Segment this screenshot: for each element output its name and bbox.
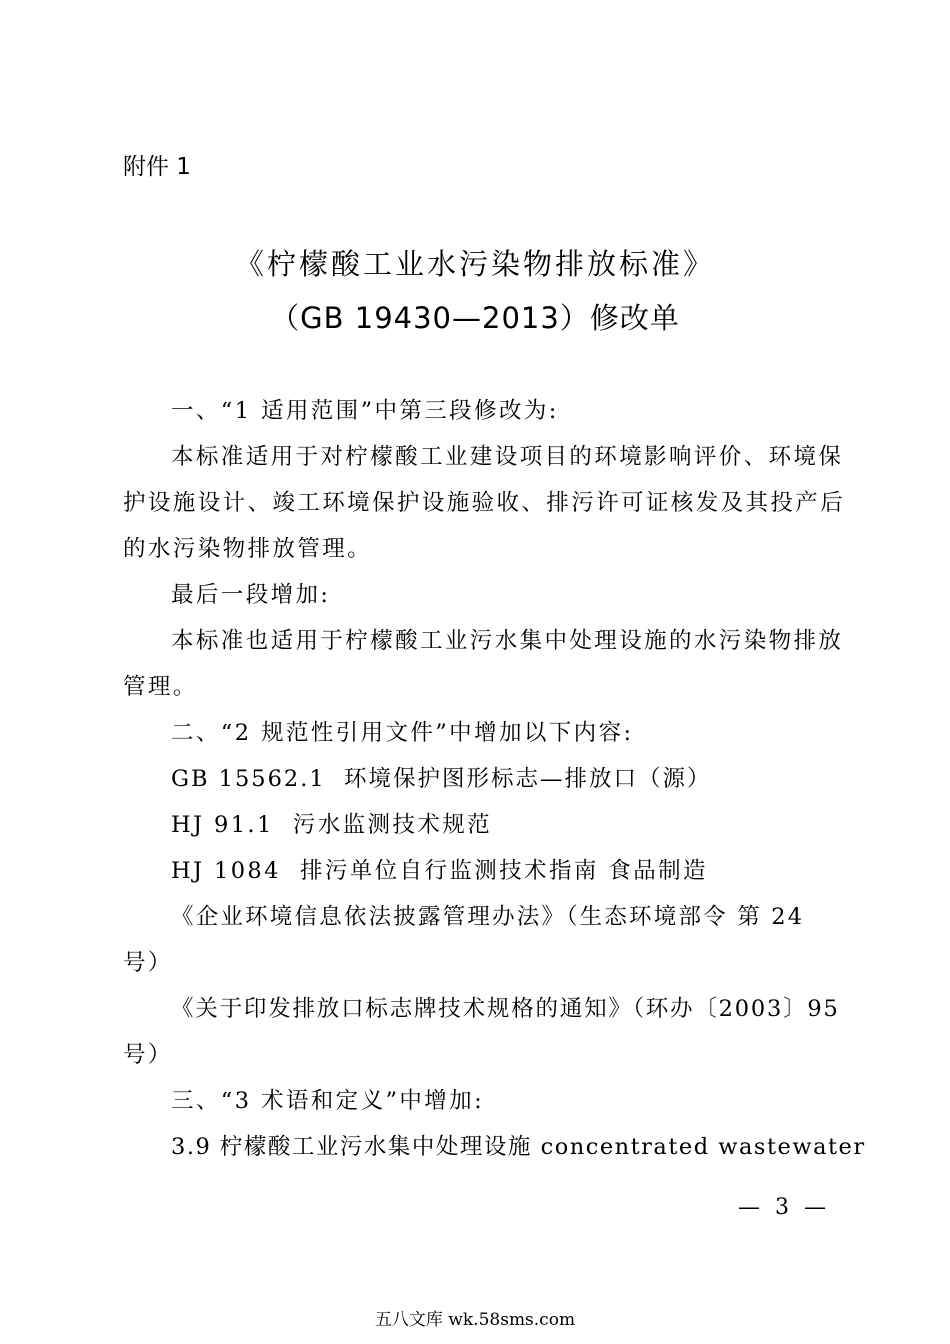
section-3-heading: 三、“3 术语和定义”中增加:	[171, 1088, 485, 1114]
reference-item: 《企业环境信息依法披露管理办法》（生态环境部令 第 24	[171, 904, 805, 930]
paragraph-line: 本标准也适用于柠檬酸工业污水集中处理设施的水污染物排放	[171, 628, 844, 654]
reference-item: 号）	[123, 950, 173, 976]
reference-item: HJ 91.1 污水监测技术规范	[171, 812, 492, 838]
section-1-heading: 一、“1 适用范围”中第三段修改为:	[171, 398, 559, 424]
paragraph-line: 护设施设计、竣工环境保护设施验收、排污许可证核发及其投产后	[123, 490, 846, 516]
reference-item: GB 15562.1 环境保护图形标志—排放口（源）	[171, 766, 712, 792]
document-subtitle: （GB 19430—2013）修改单	[270, 301, 680, 335]
page-number: — 3 —	[738, 1195, 830, 1220]
section-2-heading: 二、“2 规范性引用文件”中增加以下内容:	[171, 720, 634, 746]
reference-item: HJ 1084 排污单位自行监测技术指南 食品制造	[171, 858, 708, 884]
attachment-label: 附件 1	[123, 154, 191, 180]
paragraph-line: 最后一段增加:	[171, 582, 331, 608]
paragraph-line: 管理。	[123, 674, 198, 700]
definition-line: 3.9 柠檬酸工业污水集中处理设施 concentrated wastewater	[171, 1134, 866, 1160]
document-title: 《柠檬酸工业水污染物排放标准》	[234, 247, 715, 281]
reference-item: 号）	[123, 1042, 173, 1068]
paragraph-line: 本标准适用于对柠檬酸工业建设项目的环境影响评价、环境保	[171, 444, 844, 470]
reference-item: 《关于印发排放口标志牌技术规格的通知》（环办〔2003〕95	[171, 996, 840, 1022]
footer-watermark: 五八文库 wk.58sms.com	[374, 1310, 576, 1330]
paragraph-line: 的水污染物排放管理。	[123, 536, 373, 562]
